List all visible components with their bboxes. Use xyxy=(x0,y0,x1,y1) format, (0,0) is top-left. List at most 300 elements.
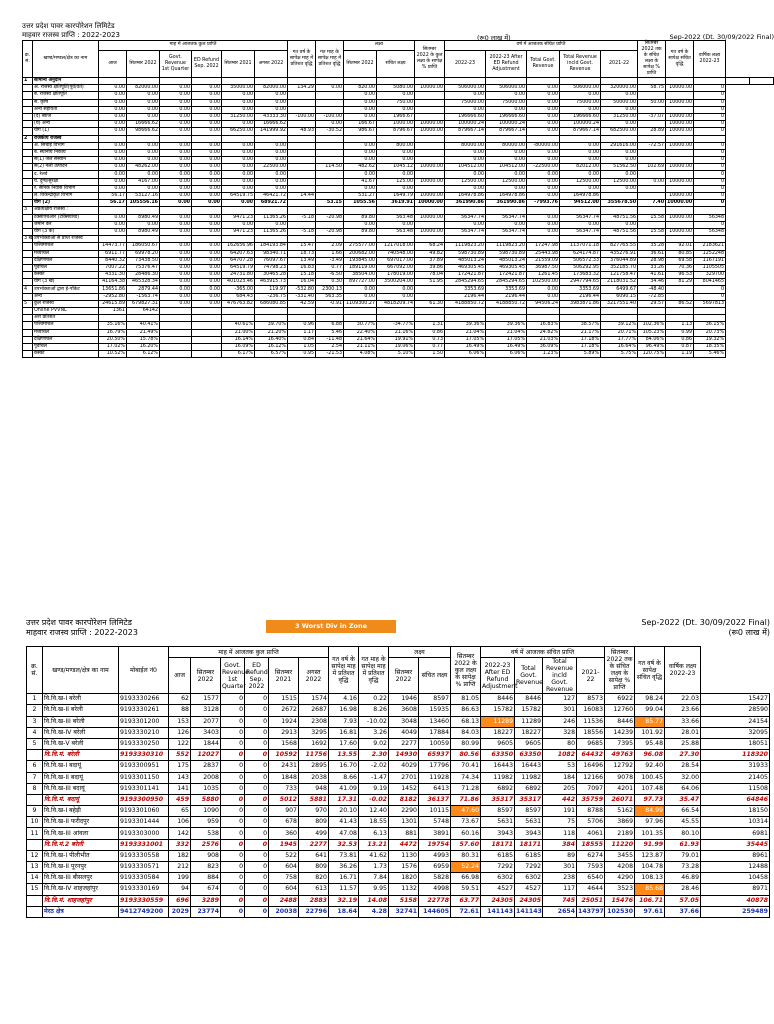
row-value: 17796 xyxy=(419,761,451,772)
row-value: 6185 xyxy=(515,850,543,861)
row-value: 0 xyxy=(245,761,269,772)
row-value: 482.62 xyxy=(344,164,377,171)
row-value: 63.77 xyxy=(451,895,481,906)
row-value: 20.73% xyxy=(694,329,726,336)
row-value: 0.86 xyxy=(666,336,694,343)
row-value: 4208 xyxy=(605,862,635,873)
row-value: 8182 xyxy=(389,794,419,805)
row-value xyxy=(222,236,255,243)
row-value: 41.09 xyxy=(329,783,359,794)
col2-group-month: माह में आजतक कुल प्राप्ति xyxy=(169,647,329,658)
row-value: 200682.00 xyxy=(344,250,377,257)
row-value xyxy=(255,315,288,322)
row-value: 10059 xyxy=(419,738,451,749)
table-row xyxy=(23,279,774,286)
row-value xyxy=(192,315,222,322)
row-value: 8573 xyxy=(577,694,605,705)
row-value: 0.00 xyxy=(192,171,222,178)
row-value: 10000.00 xyxy=(666,214,694,221)
row-sno xyxy=(27,906,43,917)
row-value: 104.78 xyxy=(635,862,665,873)
row-value: 0.00 xyxy=(192,264,222,271)
row-name: स(2) नलो उत्पादन xyxy=(33,164,99,171)
row-value: 907 xyxy=(269,806,299,817)
row-value: 1574 xyxy=(299,694,329,705)
row-value: 118320 xyxy=(701,750,770,761)
row-value: 4644 xyxy=(577,884,605,895)
row-value xyxy=(560,135,601,142)
table-row xyxy=(27,705,770,716)
row-value: 22796 xyxy=(299,906,329,917)
row-value: 0.00 xyxy=(192,286,222,293)
row-value: 193845.00 xyxy=(344,257,377,264)
row-value: 3523 xyxy=(605,884,635,895)
row-value: 6.17% xyxy=(222,351,255,358)
row-value: 8980.49 xyxy=(127,228,160,235)
row-value: 0.00 xyxy=(527,193,560,200)
row-value xyxy=(288,221,316,228)
row-value: 16.49% xyxy=(486,343,527,350)
row-value: -100.00 xyxy=(288,113,316,120)
row-value xyxy=(192,308,222,315)
row-value: 8961 xyxy=(701,850,770,861)
row-value: 0 xyxy=(245,794,269,805)
row-value: 0 xyxy=(694,106,726,113)
row-value: 1966.67 xyxy=(377,113,415,120)
row-value xyxy=(192,135,222,142)
row-value: 0.77 xyxy=(415,343,445,350)
row-value: 476763.82 xyxy=(222,300,255,307)
row-value: 85.68 xyxy=(635,884,665,895)
row-value: 56347.74 xyxy=(560,228,601,235)
row-value: 2895 xyxy=(299,761,329,772)
row-value: 9471.23 xyxy=(222,228,255,235)
row-value: 809 xyxy=(299,862,329,873)
row-value: 30465.28 xyxy=(255,272,288,279)
row-value xyxy=(160,329,192,336)
row-value: 63350 xyxy=(515,750,543,761)
row-value: 0 xyxy=(694,164,726,171)
row-value: 57.05 xyxy=(665,895,701,906)
row-value: 65937 xyxy=(419,750,451,761)
row-sno: 10 xyxy=(27,817,43,828)
row-name: वि.वि.ख-IV शाहजहांपुर xyxy=(43,884,119,895)
row-value: 6302 xyxy=(515,873,543,884)
row-value xyxy=(415,92,445,99)
row-value: 28.54 xyxy=(665,761,701,772)
row-value: 301 xyxy=(543,862,577,873)
row-value: 5.46% xyxy=(694,351,726,358)
table-row xyxy=(23,78,774,85)
row-value: 0.00 xyxy=(99,149,127,156)
row-value: 0.00 xyxy=(160,164,192,171)
row-value xyxy=(638,121,666,128)
row-value: 35445 xyxy=(701,839,770,850)
report-date-2: Sep-2022 (Dt. 30/09/2022 Final) xyxy=(641,618,770,627)
row-name: वि.वि.ख-III बदायूं xyxy=(43,783,119,794)
row-value xyxy=(344,135,377,142)
col2-pct-target: सितम्बर 2022 के कुल लक्ष्य के सापेक्ष % प्राप्ति xyxy=(451,647,481,694)
row-value: 0.00 xyxy=(222,142,255,149)
row-value: 18171 xyxy=(481,839,515,850)
row-value: 1000.00 xyxy=(377,121,415,128)
row-value: 80.56 xyxy=(451,750,481,761)
row-name: स. कृषि xyxy=(33,99,99,106)
row-value: 35317 xyxy=(515,794,543,805)
row-value: 75000.00 xyxy=(445,99,486,106)
row-value: 175 xyxy=(169,761,191,772)
row-value: 25051 xyxy=(577,895,605,906)
row-value: 56347.74 xyxy=(445,214,486,221)
row-value: 2883 xyxy=(299,895,329,906)
row-value: 823 xyxy=(191,862,221,873)
row-mobile: 9193300951 xyxy=(119,761,169,772)
row-value xyxy=(222,78,255,85)
row-value: 5748 xyxy=(419,817,451,828)
row-value: 97.61 xyxy=(635,906,665,917)
row-value: 16.81 xyxy=(329,727,359,738)
col2-sep2021: सितम्बर 2021 xyxy=(269,658,299,694)
row-value: 0.30 xyxy=(316,279,344,286)
row-value xyxy=(192,351,222,358)
row-value: 0.00 xyxy=(601,185,638,192)
row-value: 6892 xyxy=(515,783,543,794)
row-sno: 8 xyxy=(27,783,43,794)
row-name: पश्चिमांचल xyxy=(33,243,99,250)
row-value xyxy=(694,207,726,214)
row-value: 164978.86 xyxy=(560,193,601,200)
row-value: 0.00 xyxy=(99,221,127,228)
row-value: 0.00 xyxy=(377,92,415,99)
row-value: 36.26 xyxy=(329,862,359,873)
row-value: 0.00 xyxy=(344,149,377,156)
row-value: 34.46 xyxy=(638,279,666,286)
row-value: 8446 xyxy=(605,716,635,727)
row-value: 48751.56 xyxy=(601,228,638,235)
row-value: 5706 xyxy=(577,817,605,828)
row-name: वि.वि.ख-I पीलीभीत xyxy=(43,850,119,861)
row-value: 8788 xyxy=(577,806,605,817)
row-name: अ. राजस्व क्षतिपूर्ति(पूर्व/वर्त) xyxy=(33,85,99,92)
row-value: 68.24 xyxy=(415,243,445,250)
row-value: 56.17 xyxy=(99,200,127,207)
row-value: 469305.45 xyxy=(445,264,486,271)
row-value: 10.52% xyxy=(99,351,127,358)
table-row xyxy=(23,264,774,271)
table-row xyxy=(23,171,774,178)
row-value: 0 xyxy=(694,178,726,185)
row-value: 0 xyxy=(245,750,269,761)
row-value: 17.18% xyxy=(560,336,601,343)
row-value: 104512.00 xyxy=(486,164,527,171)
row-value: 16.09% xyxy=(222,343,255,350)
row-name: र. सैनिक निवास विभाग xyxy=(33,185,99,192)
row-value: 36.15% xyxy=(694,322,726,329)
table-row xyxy=(23,200,774,207)
row-value: 119.97 xyxy=(255,286,288,293)
row-value: 6981 xyxy=(701,828,770,839)
row-name: राजकीय राजस्व xyxy=(33,135,99,142)
row-value: 0.95 xyxy=(288,351,316,358)
row-value: 3869 xyxy=(605,817,635,828)
row-value: 18555 xyxy=(577,839,605,850)
col2-target: लक्ष्य xyxy=(389,647,451,658)
table-row xyxy=(27,850,770,861)
row-value xyxy=(638,149,666,156)
row-value: 1.31 xyxy=(415,322,445,329)
col2-annual: वार्षिक लक्ष्य 2022-23 xyxy=(665,647,701,694)
row-value: 153 xyxy=(169,716,191,727)
row-value: 2488 xyxy=(269,895,299,906)
revenue-table-top xyxy=(22,40,774,358)
row-value: 908 xyxy=(191,850,221,861)
row-value: 0 xyxy=(245,705,269,716)
row-value: 0.00 xyxy=(344,185,377,192)
row-value: 1.13 xyxy=(666,322,694,329)
row-value: 105556.16 xyxy=(127,200,160,207)
row-value: 259489 xyxy=(701,906,770,917)
row-value: 0.00 xyxy=(316,121,344,128)
row-value xyxy=(415,113,445,120)
row-value: 3353.69 xyxy=(486,286,527,293)
row-sno xyxy=(27,839,43,850)
row-mobile: 9193330250 xyxy=(119,738,169,749)
row-value: 10115 xyxy=(419,806,451,817)
row-sno xyxy=(23,149,33,156)
row-value: 0 xyxy=(245,884,269,895)
row-value: 0.00 xyxy=(99,85,127,92)
row-value: 118 xyxy=(543,828,577,839)
row-value: 12166 xyxy=(577,772,605,783)
row-name: अप्रत्यक्षीय राजस्व : xyxy=(33,207,99,214)
row-value: 0.00 xyxy=(160,99,192,106)
row-value: 5158 xyxy=(389,895,419,906)
row-value: 8980.49 xyxy=(127,214,160,221)
row-value xyxy=(415,315,445,322)
table-row xyxy=(23,351,774,358)
row-value: 14.44 xyxy=(288,193,316,200)
row-value: 39.70% xyxy=(255,322,288,329)
row-value: 101.92 xyxy=(635,727,665,738)
row-value: 18.55 xyxy=(359,817,389,828)
row-value: 12027 xyxy=(191,750,221,761)
row-value: 68.13 xyxy=(451,716,481,727)
row-name: य. दुग्ध/सुरक्षा xyxy=(33,178,99,185)
row-value: 0.00 xyxy=(445,92,486,99)
row-value: 0 xyxy=(694,293,726,300)
row-value: 7292 xyxy=(515,862,543,873)
table-body-bottom xyxy=(27,694,770,918)
row-value: 6959 xyxy=(419,862,451,873)
col-annual: वार्षिक लक्ष्य 2022-23 xyxy=(694,41,726,78)
row-value: 0.00 xyxy=(560,106,601,113)
row-value: 15427 xyxy=(701,694,770,705)
row-value: 1045.12 xyxy=(377,164,415,171)
row-value: 0.00 xyxy=(192,185,222,192)
row-value: 3.26 xyxy=(359,727,389,738)
row-value: 5.46 xyxy=(316,329,344,336)
row-value: 2845294.65 xyxy=(445,279,486,286)
row-value: 2029 xyxy=(169,906,191,917)
table-row xyxy=(23,343,774,350)
row-value: 11365.26 xyxy=(255,214,288,221)
row-sno xyxy=(27,794,43,805)
row-sno xyxy=(27,750,43,761)
row-value: 0.00 xyxy=(486,221,527,228)
row-value: 16.04 xyxy=(288,279,316,286)
row-sno xyxy=(23,157,33,164)
row-value: 3353.69 xyxy=(560,286,601,293)
row-name: उपभोक्ताओं द्वारा ई-पॉकेट xyxy=(33,286,99,293)
row-value: 0 xyxy=(245,783,269,794)
row-value: 16443 xyxy=(515,761,543,772)
col-govt: Govt. Revenue 1st Quarter xyxy=(160,50,192,77)
row-value: 86.63 xyxy=(451,705,481,716)
row-sno xyxy=(23,351,33,358)
row-value: 16443 xyxy=(481,761,515,772)
row-value: 64142 xyxy=(127,308,160,315)
row-value: 9.95 xyxy=(359,884,389,895)
row-value: 41.43 xyxy=(329,817,359,828)
row-value: 36.61 xyxy=(638,250,666,257)
row-value: 17.05% xyxy=(486,336,527,343)
row-value: 2300.13 xyxy=(316,286,344,293)
row-value: 0.00 xyxy=(377,221,415,228)
row-value xyxy=(527,308,560,315)
row-value: 0.00 xyxy=(160,272,192,279)
row-value: 1217018.00 xyxy=(377,243,415,250)
row-value: 0 xyxy=(694,142,726,149)
col2-growth-month: गत माह के सापेक्ष माह में प्रतिशत वृद्धि xyxy=(359,647,389,694)
row-value: 598730.89 xyxy=(486,250,527,257)
row-value xyxy=(666,236,694,243)
row-value: -331.40 xyxy=(288,293,316,300)
row-value: 0.00 xyxy=(527,293,560,300)
row-value: 99.04 xyxy=(635,705,665,716)
row-value: 1515 xyxy=(269,694,299,705)
worst-division-banner: 3 Worst Div in Zone xyxy=(266,620,396,633)
row-value xyxy=(486,308,527,315)
row-value: -20.98 xyxy=(316,214,344,221)
row-value: 15782 xyxy=(515,705,543,716)
row-value: 51562.50 xyxy=(601,164,638,171)
row-value: 96.08 xyxy=(635,750,665,761)
row-value: 0 xyxy=(221,783,245,794)
row-value xyxy=(694,236,726,243)
row-value xyxy=(255,236,288,243)
row-value: 0.00 xyxy=(99,164,127,171)
row-value: 10000.00 xyxy=(415,164,445,171)
row-value: 0.00 xyxy=(160,300,192,307)
row-value: 10000.00 xyxy=(415,200,445,207)
row-value: 0.00 xyxy=(127,99,160,106)
row-value: 1055.56 xyxy=(344,200,377,207)
row-value: 74.34 xyxy=(451,772,481,783)
row-value: 1.17 xyxy=(288,329,316,336)
row-name: वि.वि.ख-I बरेली xyxy=(43,694,119,705)
row-sno xyxy=(23,92,33,99)
row-value: 191 xyxy=(543,806,577,817)
col-sep2022: सितम्बर 2022 xyxy=(127,50,160,77)
row-value xyxy=(288,106,316,113)
row-value: 18150 xyxy=(701,806,770,817)
row-value: 64519.75 xyxy=(222,193,255,200)
row-value: 19.06% xyxy=(377,343,415,350)
row-value: 102500.00 xyxy=(527,279,560,286)
unit-label-2: (रू0 लाख में) xyxy=(728,628,770,637)
row-value: 0 xyxy=(221,705,245,716)
row-value: 96.53 xyxy=(666,272,694,279)
row-sno: 7 xyxy=(27,772,43,783)
col-growth-year: गत वर्ष के सापेक्ष संचित वृद्धि xyxy=(666,41,694,78)
row-value: 71.86 xyxy=(451,794,481,805)
row-value: 24.82% xyxy=(527,329,560,336)
row-value: 0.00 xyxy=(222,178,255,185)
row-name: ब. राजस्व क्षतिपूर्ति xyxy=(33,92,99,99)
row-value: 506292.95 xyxy=(560,264,601,271)
row-name: मध्यांचल xyxy=(33,329,99,336)
row-value: 17.60 xyxy=(329,738,359,749)
row-sno xyxy=(23,228,33,235)
row-value: 0.00 xyxy=(445,185,486,192)
row-value: 189119.00 xyxy=(344,264,377,271)
row-value: -48.40 xyxy=(638,286,666,293)
table-row xyxy=(23,157,774,164)
row-value: 9078 xyxy=(605,772,635,783)
row-value: 0.00 xyxy=(255,185,288,192)
row-value xyxy=(415,135,445,142)
row-value: 0 xyxy=(694,221,726,228)
row-value: 0.00 xyxy=(560,157,601,164)
row-value: 21.11% xyxy=(344,343,377,350)
row-value xyxy=(527,207,560,214)
table-row xyxy=(23,228,774,235)
row-value: 0.00 xyxy=(377,286,415,293)
row-value: 71.28 xyxy=(451,783,481,794)
row-value: 0.73 xyxy=(415,336,445,343)
row-value: 100000.24 xyxy=(560,121,601,128)
row-value: 28.46 xyxy=(665,884,701,895)
row-value: 4472 xyxy=(389,839,419,850)
row-value xyxy=(160,135,192,142)
row-name: वि.वि.ख-I बहेड़ी xyxy=(43,806,119,817)
table-row xyxy=(27,794,770,805)
company-title-2: उत्तर प्रदेश पावर कारपोरेशन लिमिटेड xyxy=(26,618,132,627)
row-name: वि.वि.मं. शाहजहांपुर xyxy=(43,895,119,906)
row-value xyxy=(288,171,316,178)
row-value: 0.00 xyxy=(160,113,192,120)
row-value xyxy=(694,135,726,142)
row-value: 21.00% xyxy=(222,329,255,336)
row-value: 100000.24 xyxy=(486,121,527,128)
row-value: -37.07 xyxy=(638,113,666,120)
row-value xyxy=(601,193,638,200)
row-value: 18051 xyxy=(701,738,770,749)
row-value: 7292 xyxy=(481,862,515,873)
row-name: योग (2) xyxy=(33,200,99,207)
row-value: 10000.00 xyxy=(415,128,445,135)
row-value: 20.10 xyxy=(329,806,359,817)
row-value: 4061 xyxy=(577,828,605,839)
row-value: 0.00 xyxy=(160,279,192,286)
row-value: 0 xyxy=(221,884,245,895)
table-row xyxy=(23,315,774,322)
row-value xyxy=(445,135,486,142)
row-value: 1946 xyxy=(389,694,419,705)
row-value: 19754 xyxy=(419,839,451,850)
row-value: 9605 xyxy=(481,738,515,749)
row-value: 68921.72 xyxy=(255,200,288,207)
